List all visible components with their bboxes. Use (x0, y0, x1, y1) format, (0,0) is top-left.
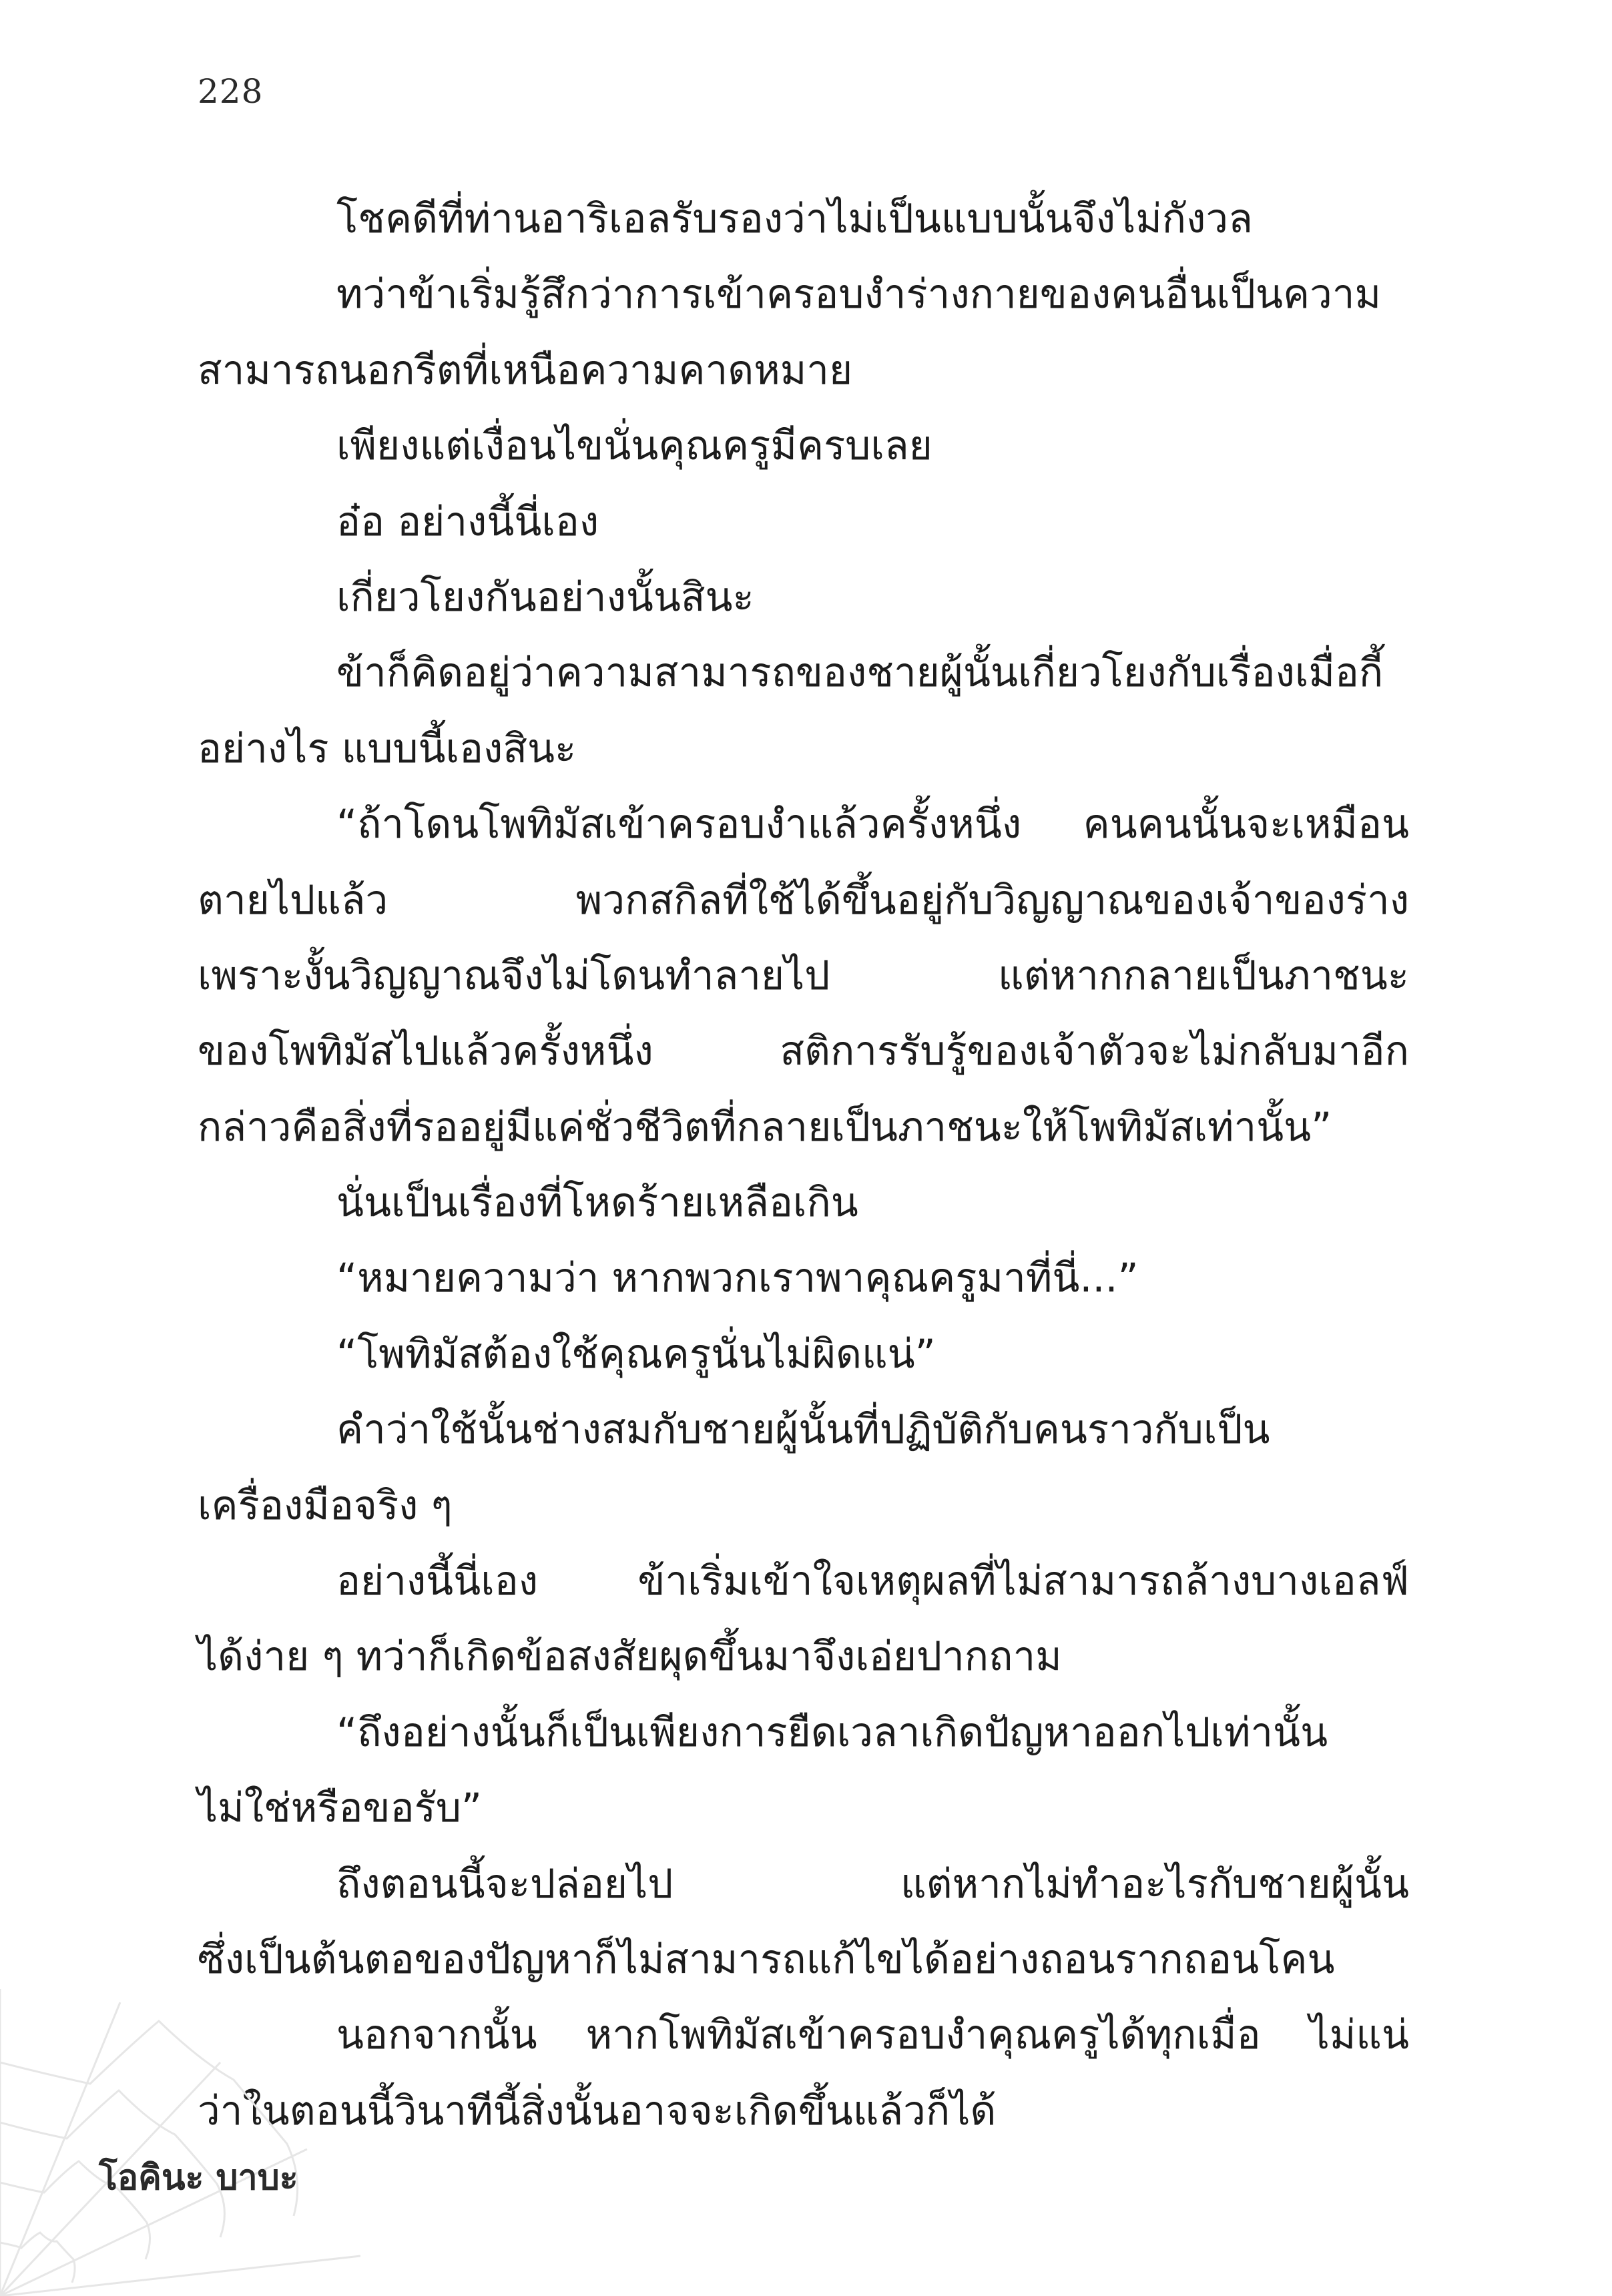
text-line: ทว่าข้าเริ่มรู้สึกว่าการเข้าครอบงำร่างกายของคนอื่นเป็นความ (336, 271, 1382, 318)
body-text (198, 182, 1409, 2149)
text-line: นั่นเป็นเรื่องที่โหดร้ายเหลือเกิน (336, 1179, 858, 1227)
text-line: กล่าวคือสิ่งที่รออยู่มีแค่ชั่วชีวิตที่กลายเป็นภาชนะให้โพทิมัสเท่านั้น” (198, 1103, 1332, 1151)
text-line: อ๋อ อย่างนี้นี่เอง (336, 498, 599, 545)
text-line: ได้ง่าย ๆ ทว่าก็เกิดข้อสงสัยผุดขึ้นมาจึงเอ่ยปากถาม (198, 1633, 1062, 1681)
text-line: “หมายความว่า หากพวกเราพาคุณครูมาที่นี่...” (336, 1255, 1139, 1302)
text-line: โชคดีที่ท่านอาริเอลรับรองว่าไม่เป็นแบบนั้นจึงไม่กังวล (336, 196, 1253, 242)
text-line: ของโพทิมัสไปแล้วครั้งหนึ่ง สติการรับรู้ของเจ้าตัวจะไม่กลับมาอีก (198, 1028, 1409, 1075)
text-line: เพราะงั้นวิญญาณจึงไม่โดนทำลายไป แต่หากกลายเป็นภาชนะ (198, 952, 1409, 999)
text-line: เครื่องมือจริง ๆ (198, 1482, 453, 1529)
text-line: ไม่ใช่หรือขอรับ” (198, 1785, 483, 1832)
text-line: ตายไปแล้ว พวกสกิลที่ใช้ได้ขึ้นอยู่กับวิญญาณของเจ้าของร่าง (198, 876, 1409, 924)
text-line: “โพทิมัสต้องใช้คุณครูนั่นไม่ผิดแน่” (336, 1330, 936, 1378)
text-line: คำว่าใช้นั้นช่างสมกับชายผู้นั้นที่ปฏิบัติกับคนราวกับเป็น (336, 1406, 1270, 1454)
footer-author: โอคินะ บาบะ (99, 2158, 298, 2198)
text-line: เกี่ยวโยงกันอย่างนั้นสินะ (336, 573, 754, 621)
text-line: “ถึงอย่างนั้นก็เป็นเพียงการยืดเวลาเกิดปัญหาออกไปเท่านั้น (336, 1709, 1328, 1756)
text-line: ว่าในตอนนี้วินาทีนี้สิ่งนั้นอาจจะเกิดขึ้นแล้วก็ได้ (198, 2087, 997, 2134)
text-line: อย่างไร แบบนี้เองสินะ (198, 725, 577, 772)
text-line: ข้าก็คิดอยู่ว่าความสามารถของชายผู้นั้นเกี่ยวโยงกับเรื่องเมื่อกี้ (336, 649, 1384, 697)
text-line: เพียงแต่เงื่อนไขนั่นคุณครูมีครบเลย (336, 422, 932, 470)
text-line: อย่างนี้นี่เอง ข้าเริ่มเข้าใจเหตุผลที่ไม่สามารถล้างบางเอลฟ์ (336, 1558, 1409, 1605)
page-number: 228 (198, 72, 264, 111)
text-line: “ถ้าโดนโพทิมัสเข้าครอบงำแล้วครั้งหนึ่ง คนคนนั้นจะเหมือน (336, 801, 1409, 848)
text-line: ซึ่งเป็นต้นตอของปัญหาก็ไม่สามารถแก้ไขได้อย่างถอนรากถอนโคน (198, 1936, 1335, 1983)
text-line: นอกจากนั้น หากโพทิมัสเข้าครอบงำคุณครูได้ทุกเมื่อ ไม่แน่ (336, 2012, 1409, 2059)
text-line: สามารถนอกรีตที่เหนือความคาดหมาย (198, 346, 853, 394)
text-line: ถึงตอนนี้จะปล่อยไป แต่หากไม่ทำอะไรกับชายผู้นั้น (336, 1860, 1409, 1908)
